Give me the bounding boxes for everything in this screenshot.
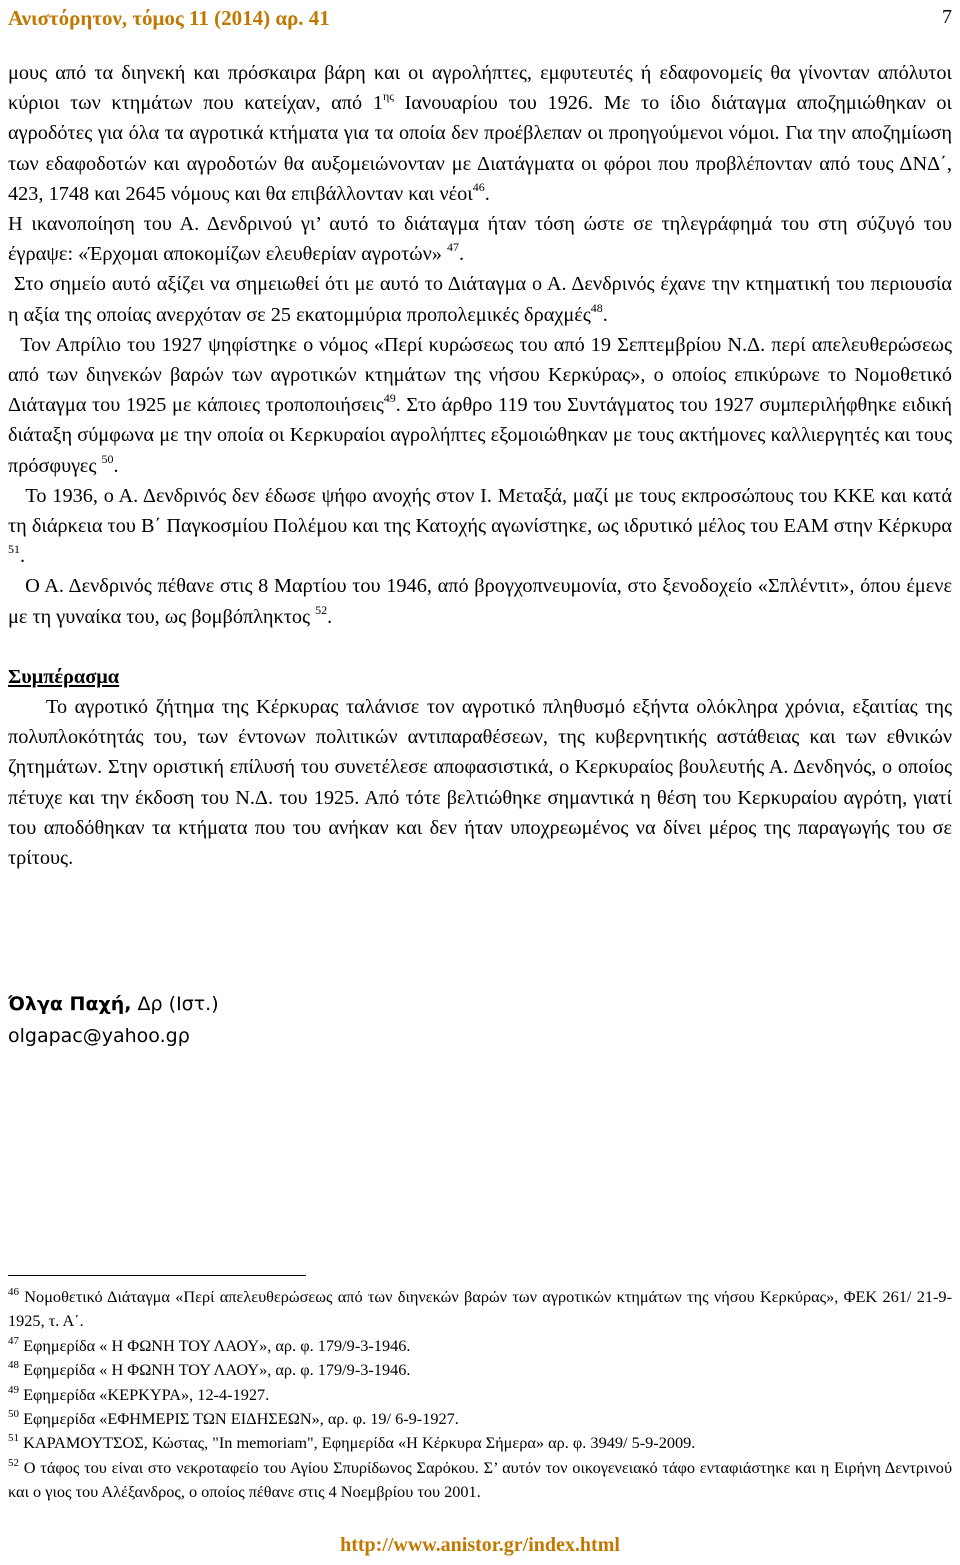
author-email[interactable]: olgapac@yahoo.gρ [8,1025,190,1047]
paragraph: Τον Απρίλιο του 1927 ψηφίστηκε ο νόμος «Περί κυρώσεως του από 19 Σεπτεμβρίου Ν.Δ. περί απελευθερώσεως από των διηνεκών βαρών των αγροτικών κτημάτων της νήσου Κερκύρας», ο οποίος επικύρωνε το Νομοθετικό Διάταγμα του 1925 με κάποιες τροποποιήσεις$^{49}$. Στο άρθρο 119 του Συντάγματος του 1927 συμπεριλήφθηκε ειδική διάταξη σύμφωνα με την οποία οι Κερκυραίοι αγρολήπτες εξομοιώθηκαν με τους ακτήμονες καλλιεργητές και τους πρόσφυγες $^{50}$. [8,333,953,477]
article-body [8,58,952,873]
website-link[interactable]: http://www.anistor.gr/index.html [340,1534,620,1556]
paragraph: Το αγροτικό ζήτημα της Κέρκυρας ταλάνισε τον αγροτικό πληθυσμό εξήντα ολόκληρα χρόνια, εξαιτίας της πολυπλοκότητάς του, των έντονων πολιτικών αντιπαραθέσεων, της κυβερνητικής αστάθειας και των εθνικών ζητημάτων. Στην οριστική επίλυσή του συνετέλεσε αποφασιστικά, ο Κερκυραίος βουλευτής Α. Δενδηνός, ο οποίος πέτυχε και την έκδοση του Ν.Δ. του 1925. Από τότε βελτιώθηκε σημαντικά η θέση του Κερκυραίου αγρότη, γιατί του αποδόθηκαν τα κτήματα που του ανήκαν και δεν ήταν υποχρεωμένος να δίνει μέρος της παραγωγής του σε τρίτους. [8,696,952,870]
footnote-ref[interactable]: 49 [383,391,396,406]
paragraph: Ο Α. Δενδρινός πέθανε στις 8 Μαρτίου του 1946, από βρογχοπνευμονία, στο ξενοδοχείο «Σπλέντιτ», όπου έμενε με τη γυναίκα του, ως βομβόπληκτος $^{52}$. [8,575,952,628]
footnote-ref[interactable]: 52 [315,602,328,617]
ordinal-suffix: ης [382,89,395,104]
footnote: $^{48}$ Εφημερίδα « Η ΦΩΝΗ ΤΟΥ ΛΑΟΥ», αρ. φ. 179/9-3-1946. [8,1359,411,1380]
journal-title: Ανιστόρητον, τόμος 11 (2014) αρ. 41 [8,6,330,30]
footnote: $^{47}$ Εφημερίδα « Η ΦΩΝΗ ΤΟΥ ΛΑΟΥ», αρ. φ. 179/9-3-1946. [8,1334,411,1355]
footnote: $^{49}$ Εφημερίδα «ΚΕΡΚΥΡΑ», 12-4-1927. [8,1383,270,1404]
paragraph: Στο σημείο αυτό αξίζει να σημειωθεί ότι με αυτό το Διάταγμα ο Α. Δενδρινός έχανε την κτηματική του περιουσία η αξία της οποίας ανερχόταν σε 25 εκατομμύρια προπολεμικές δραχμές$^{48}$. [8,273,952,326]
footnotes [8,1285,952,1505]
footnote-ref[interactable]: 51 [8,542,20,557]
footnote-ref[interactable]: 47 [447,240,460,255]
footnote-ref[interactable]: 46 [472,179,485,194]
paragraph: μους από τα διηνεκή και πρόσκαιρα βάρη και οι αγρολήπτες, εμφυτευτές ή εδαφονομείς θα γίνονταν απόλυτοι κύριοι των κτημάτων που κατείχαν, από $1^{\eta\varsigma}$ Ιανουαρίου του 1926. Με το ίδιο διάταγμα αποζημιώθηκαν οι αγροδότες για όλα τα αγροτικά κτήματα για τα οποία δεν προέβλεπαν οι προηγούμενοι νόμοι. Για την αποζημίωση των εδαφοδοτών και αγροδοτών θα αυξομειώνονταν με Διατάγματα οι φόροι που προβλέπονταν από τους ΔΝΔ΄, 423, 1748 και 2645 νόμους και θα επιβάλλονταν και νέοι$^{46}$. [8,62,952,205]
footnote-ref[interactable]: 48 [590,300,603,315]
author-name: Όλγα Παχή, [8,993,132,1015]
footnote: $^{51}$ ΚΑΡΑΜΟΥΤΣΟΣ, Κώστας, "In memoriam", Εφημερίδα «Η Κέρκυρα Σήμερα» αρ. φ. 3949/ 5-9-2009. [8,1432,696,1453]
footnote: $^{50}$ Εφημερίδα «ΕΦΗΜΕΡΙΣ ΤΩΝ ΕΙΔΗΣΕΩΝ», αρ. φ. 19/ 6-9-1927. [8,1408,459,1429]
footnote: $^{52}$ Ο τάφος του είναι στο νεκροταφείο του Αγίου Σπυρίδωνος Σαρόκου. Σ’ αυτόν τον οικογενειακό τάφο ενταφιάστηκε και η Ειρήνη Δεντρινού και ο γιος του Αλέξανδρος, ο οποίος πέθανε στις 4 Νοεμβρίου του 2001. [8,1456,952,1502]
section-heading: Συμπέρασμα [8,665,120,688]
footnote: $^{46}$ Νομοθετικό Διάταγμα «Περί απελευθερώσεως από των διηνεκών βαρών των αγροτικών κτημάτων της νήσου Κερκύρας», ΦΕΚ 261/ 21-9-1925, τ. Α΄. [8,1286,952,1331]
paragraph: Η ικανοποίηση του Α. Δενδρινού γι’ αυτό το διάταγμα ήταν τόση ώστε σε τηλεγράφημά του στη σύζυγό του έγραψε: «Έρχομαι αποκομίζων ελευθερίαν αγροτών» $^{47}$. [8,213,952,266]
author-title: Δρ (Ιστ.) [131,993,219,1015]
author-block [8,988,219,1052]
page-number: 7 [942,6,952,28]
paragraph: Το 1936, ο Α. Δενδρινός δεν έδωσε ψήφο ανοχής στον Ι. Μεταξά, μαζί με τους εκπροσώπους του ΚΚΕ και κατά τη διάρκεια του Β΄ Παγκοσμίου Πολέμου και της Κατοχής αγωνίστηκε, ως ιδρυτικό μέλος του ΕΑΜ στην Κέρκυρα $^{51}$. [8,484,952,568]
footer [0,1534,960,1557]
footnote-divider [8,1275,306,1276]
footnote-ref[interactable]: 50 [101,451,114,466]
